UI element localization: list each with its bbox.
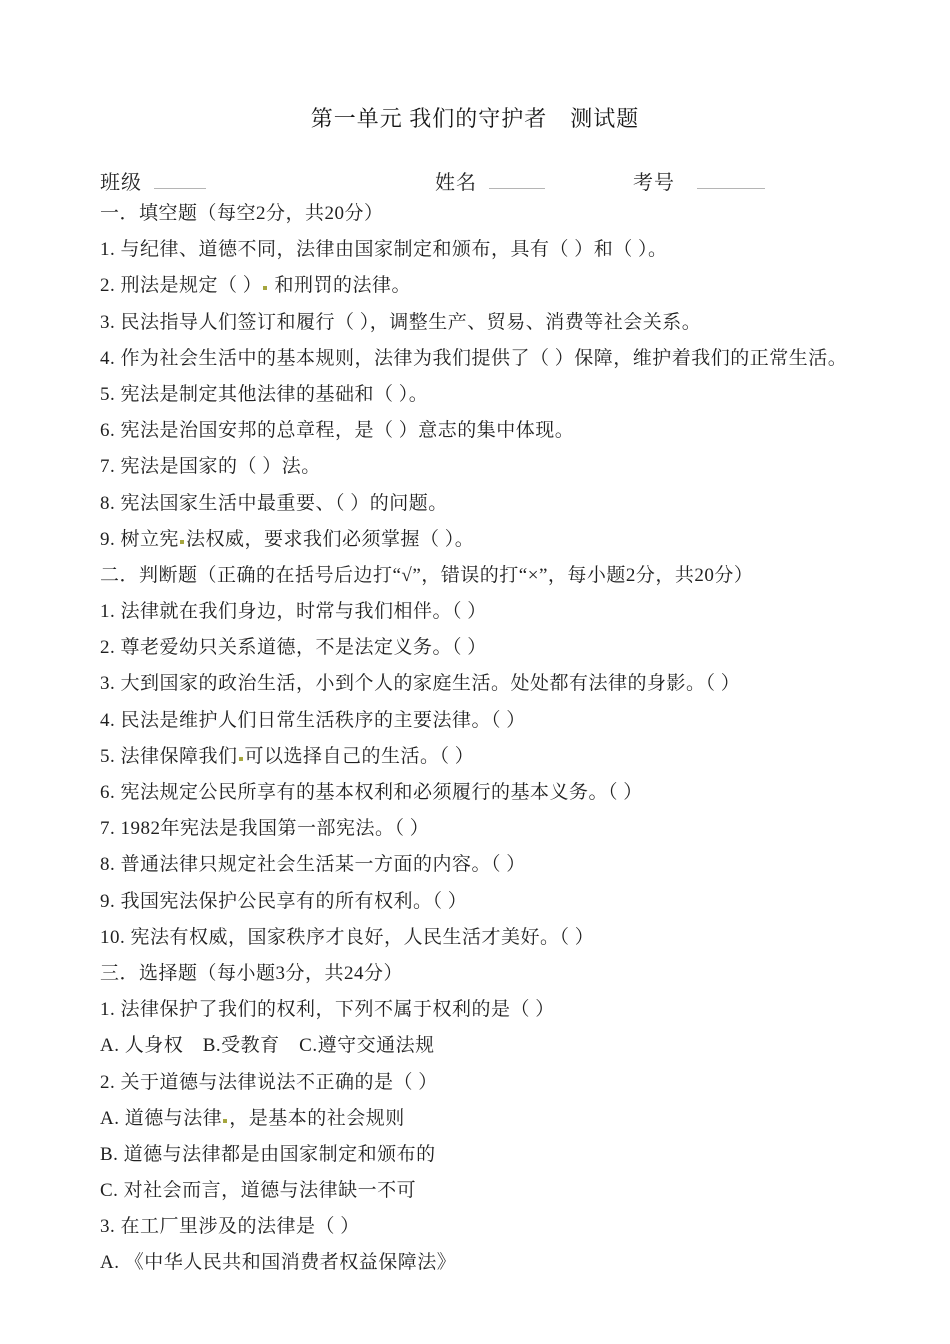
question-line: 4. 作为社会生活中的基本规则，法律为我们提供了（ ）保障，维护着我们的正常生活。 bbox=[100, 347, 848, 369]
class-field bbox=[100, 166, 206, 195]
question-line: A. 人身权 B.受教育 C.遵守交通法规 bbox=[100, 1035, 435, 1057]
question-line: 9. 我国宪法保护公民享有的所有权利。（ ） bbox=[100, 890, 468, 912]
page-title: 第一单元 我们的守护者 测试题 bbox=[310, 106, 640, 131]
name-field bbox=[435, 166, 545, 195]
question-line: A. 《中华人民共和国消费者权益保障法》 bbox=[100, 1252, 457, 1274]
student-info-row bbox=[0, 166, 950, 194]
question-line: 1. 与纪律、道德不同，法律由国家制定和颁布，具有（ ）和（ ）。 bbox=[100, 239, 668, 261]
question-text: 5. 法律保障我们 bbox=[100, 745, 238, 767]
question-line bbox=[100, 268, 910, 304]
question-text: 2. 刑法是规定（ ） bbox=[100, 275, 263, 297]
question-line: 8. 普通法律只规定社会生活某一方面的内容。（ ） bbox=[100, 854, 526, 876]
name-label: 姓名 bbox=[435, 172, 477, 194]
section-heading: 一．填空题（每空2分，共20分） bbox=[100, 203, 384, 224]
question-line: 4. 民法是维护人们日常生活秩序的主要法律。（ ） bbox=[100, 709, 526, 731]
question-text: 和刑罚的法律。 bbox=[269, 275, 412, 297]
question-text: 可以选择自己的生活。（ ） bbox=[244, 745, 475, 767]
question-line: 6. 宪法规定公民所享有的基本权利和必须履行的基本义务。（ ） bbox=[100, 782, 643, 803]
question-line: 1. 法律保护了我们的权利，下列不属于权利的是（ ） bbox=[100, 999, 555, 1021]
question-line bbox=[100, 522, 910, 558]
question-line: 3. 大到国家的政治生活，小到个人的家庭生活。处处都有法律的身影。（ ） bbox=[100, 673, 741, 695]
section-heading: 三．选择题（每小题3分，共24分） bbox=[100, 962, 404, 984]
spellcheck-dot-artifact bbox=[223, 1119, 227, 1123]
question-line bbox=[100, 739, 910, 775]
question-line: 1. 法律就在我们身边，时常与我们相伴。（ ） bbox=[100, 601, 487, 623]
class-blank-line bbox=[154, 168, 206, 189]
question-line: C. 对社会而言，道德与法律缺一不可 bbox=[100, 1180, 417, 1202]
section-heading: 二．判断题（正确的在括号后边打“√”，错误的打“×”，每小题2分，共20分） bbox=[100, 564, 754, 586]
spellcheck-dot-artifact bbox=[263, 286, 267, 290]
question-line: 6. 宪法是治国安邦的总章程，是（ ）意志的集中体现。 bbox=[100, 420, 575, 442]
question-text: A. 道德与法律 bbox=[100, 1107, 223, 1129]
spellcheck-dot-artifact bbox=[180, 540, 184, 544]
question-line: 3. 民法指导人们签订和履行（ ），调整生产、贸易、消费等社会关系。 bbox=[100, 311, 702, 333]
document-body bbox=[0, 196, 950, 1282]
question-line: 7. 宪法是国家的（ ）法。 bbox=[100, 456, 321, 478]
spellcheck-dot-artifact bbox=[239, 757, 243, 761]
question-line: 8. 宪法国家生活中最重要、（ ）的问题。 bbox=[100, 492, 448, 514]
question-text: ，是基本的社会规则 bbox=[229, 1107, 405, 1129]
question-line: 2. 关于道德与法律说法不正确的是（ ） bbox=[100, 1071, 438, 1093]
question-line: 10. 宪法有权威，国家秩序才良好，人民生活才美好。（ ） bbox=[100, 926, 595, 948]
name-blank-line bbox=[489, 168, 545, 189]
question-line: 5. 宪法是制定其他法律的基础和（ ）。 bbox=[100, 383, 429, 405]
question-line: 2. 尊老爱幼只关系道德，不是法定义务。（ ） bbox=[100, 637, 487, 659]
question-line bbox=[100, 1101, 910, 1137]
question-line: B. 道德与法律都是由国家制定和颁布的 bbox=[100, 1143, 436, 1165]
question-line: 7. 1982年宪法是我国第一部宪法。（ ） bbox=[100, 818, 430, 840]
question-line: 3. 在工厂里涉及的法律是（ ） bbox=[100, 1216, 360, 1238]
question-text: 9. 树立宪 bbox=[100, 528, 180, 550]
exam-number-blank-line bbox=[697, 168, 765, 189]
class-label: 班级 bbox=[100, 172, 142, 194]
exam-number-field bbox=[633, 166, 765, 195]
question-text: 法权威，要求我们必须掌握（ ）。 bbox=[186, 528, 475, 550]
exam-number-label: 考号 bbox=[633, 172, 675, 194]
